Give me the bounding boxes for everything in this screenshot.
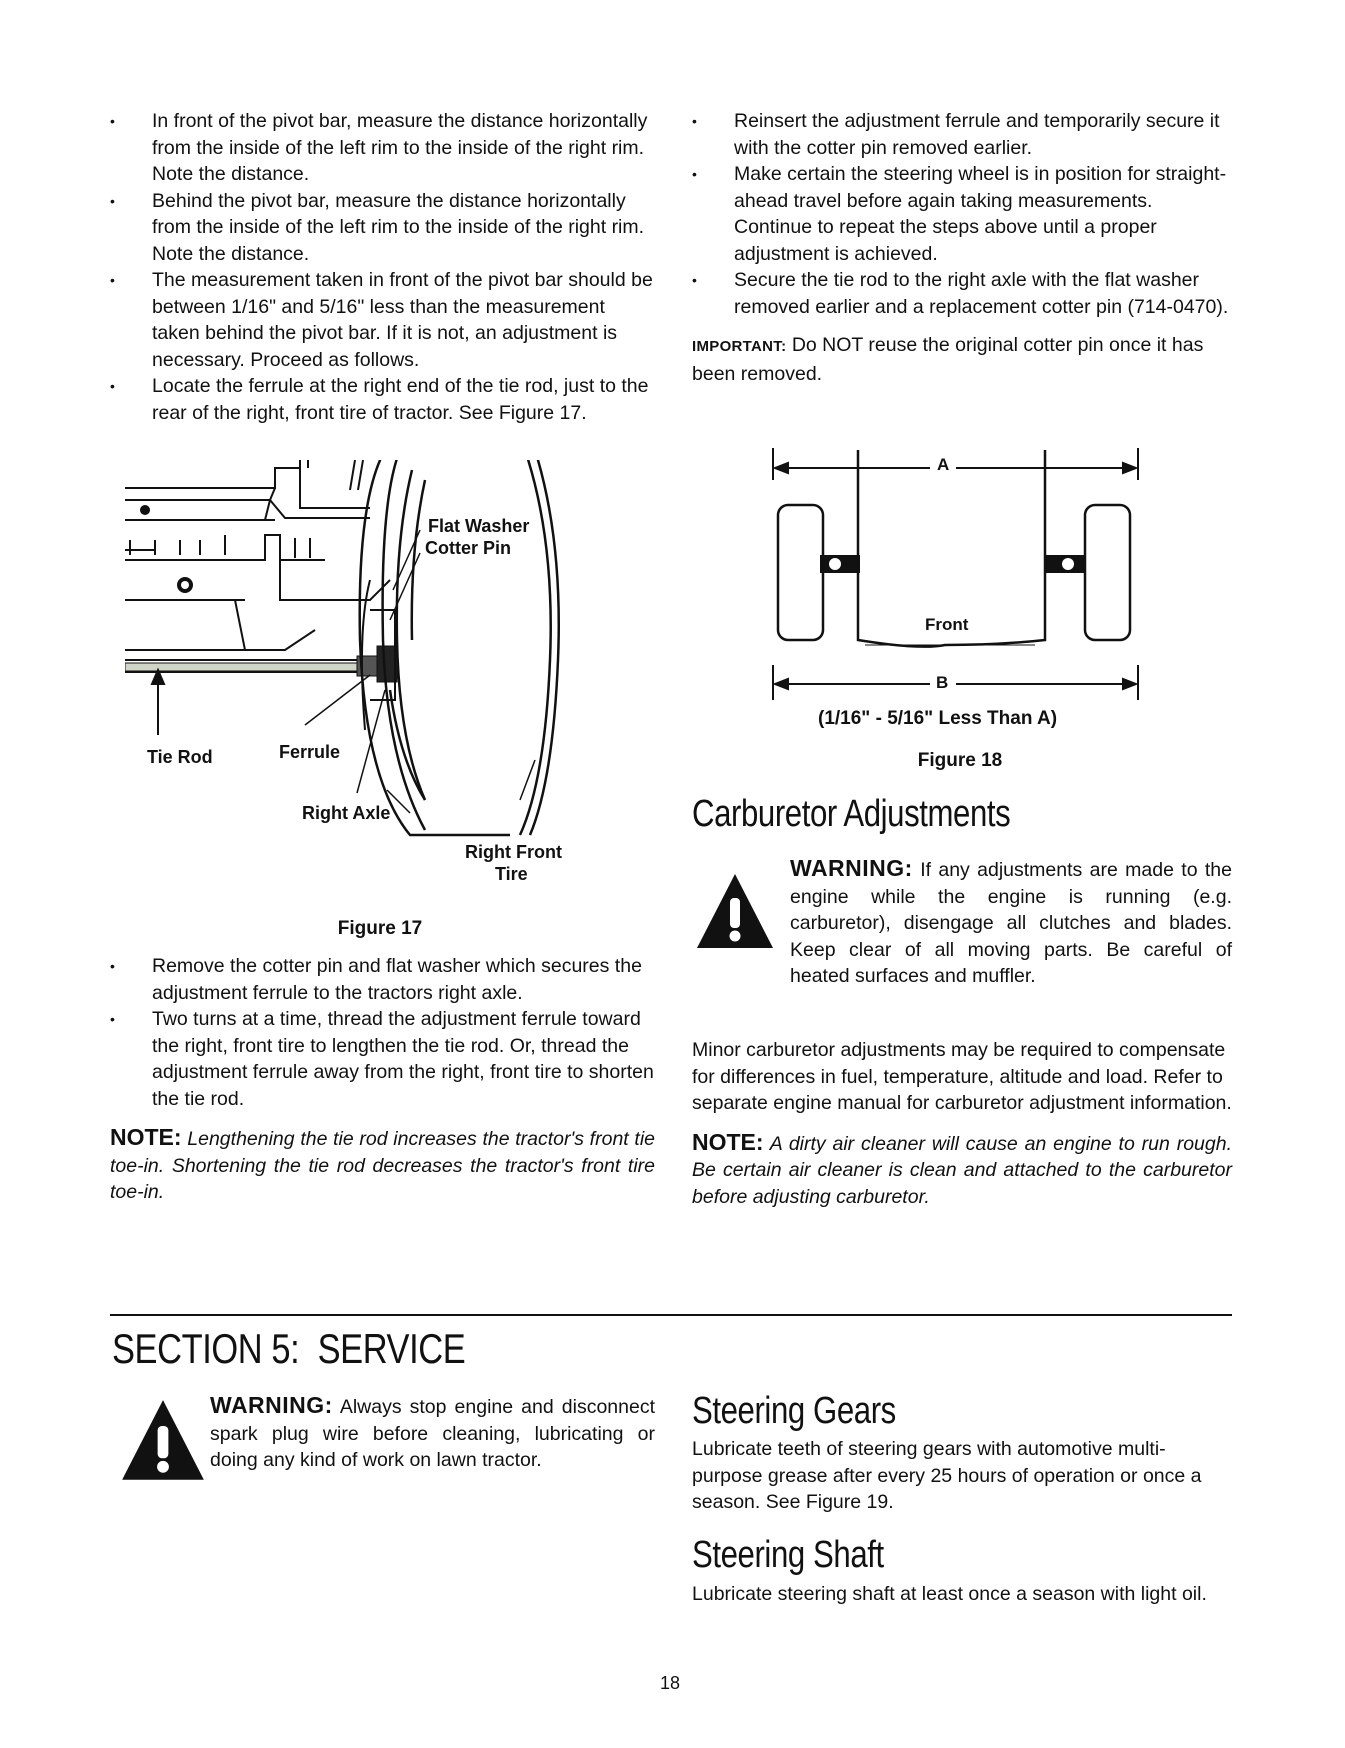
note-text: Lengthening the tie rod increases the tractor's front tie toe-in. Shortening the tie rod decreases the tractor's front tire toe-in.	[110, 1128, 655, 1203]
right-column-top	[692, 108, 1232, 387]
figure-18-caption: Figure 18	[917, 750, 1003, 771]
steering-shaft-text: Lubricate steering shaft at least once a season with light oil.	[692, 1583, 1207, 1605]
right-axle-label: Right Axle	[302, 803, 391, 823]
note-label: NOTE:	[110, 1124, 182, 1150]
list-item: • Remove the cotter pin and flat washer which secures the adjustment ferrule to the tractors right axle.	[110, 953, 655, 1006]
section-5-title: SECTION 5: SERVICE	[112, 1325, 466, 1372]
list-item: • The measurement taken in front of the pivot bar should be between 1/16" and 5/16" less than the measurement taken behind the pivot bar. If it is not, an adjustment is necessary. Proceed as follows.	[110, 267, 655, 373]
list-item: • Behind the pivot bar, measure the distance horizontally from the inside of the left rim to the inside of the right rim. Note the distance.	[110, 188, 655, 268]
figure-17-caption: Figure 17	[337, 918, 423, 939]
list-item: • Make certain the steering wheel is in position for straight-ahead travel before again taking measurements. Continue to repeat the steps above until a proper adjustment is achieved.	[692, 161, 1232, 267]
list-item: • Two turns at a time, thread the adjustment ferrule toward the right, front tire to lengthen the tie rod. Or, thread the adjustment ferrule away from the right, front tire to shorten the tie rod.	[110, 1006, 655, 1112]
bullet-list	[110, 108, 655, 426]
carburetor-heading: Carburetor Adjustments	[692, 793, 1011, 835]
figure-18	[770, 440, 1170, 770]
right-front-tire-label-line2: Tire	[495, 864, 528, 884]
steering-gears-text: Lubricate teeth of steering gears with automotive multi-purpose grease after every 25 hours of operation or once a season. See Figure 19.	[692, 1438, 1202, 1513]
left-column-top	[110, 108, 655, 426]
tie-rod-diagram	[125, 460, 635, 900]
bullet-list	[110, 953, 655, 1112]
left-column-bottom	[110, 953, 655, 1206]
warning-label: WARNING:	[790, 855, 913, 881]
section-divider	[110, 1314, 1232, 1316]
important-label: IMPORTANT:	[692, 338, 787, 355]
note-text: A dirty air cleaner will cause an engine to run rough. Be certain air cleaner is clean and attached to the carburetor before adjusting carburetor.	[692, 1132, 1232, 1208]
warning-label: WARNING:	[210, 1392, 333, 1418]
steering-shaft-heading: Steering Shaft	[692, 1534, 884, 1576]
tie-rod-label: Tie Rod	[147, 747, 213, 767]
right-front-tire-label-line1: Right Front	[465, 842, 562, 862]
list-item: • In front of the pivot bar, measure the distance horizontally from the inside of the left rim to the inside of the right rim. Note the distance.	[110, 108, 655, 188]
important-text: Do NOT reuse the original cotter pin once it has been removed.	[692, 334, 1204, 385]
carburetor-warning-text	[790, 855, 1232, 990]
important-note	[692, 332, 1232, 387]
front-label: Front	[925, 615, 969, 634]
note-air-cleaner	[692, 1129, 1232, 1211]
list-item: • Locate the ferrule at the right end of the tie rod, just to the rear of the right, front tire of tractor. See Figure 17.	[110, 373, 655, 426]
list-item: • Secure the tie rod to the right axle with the flat washer removed earlier and a replacement cotter pin (714-0470).	[692, 267, 1232, 320]
cotter-pin-label: Cotter Pin	[425, 538, 512, 558]
warning-icon	[695, 872, 775, 952]
dimension-b-label: B	[936, 673, 949, 692]
service-warning-text	[210, 1392, 655, 1474]
carburetor-paragraph: Minor carburetor adjustments may be required to compensate for differences in fuel, temperature, altitude and load. Refer to separate engine manual for carburetor adjustment information.	[692, 1039, 1232, 1114]
warning-body: Always stop engine and disconnect spark plug wire before cleaning, lubricating or doing any kind of work on lawn tractor.	[210, 1396, 655, 1471]
figure-17	[125, 460, 635, 900]
note-label: NOTE:	[692, 1128, 764, 1155]
steering-gears-heading: Steering Gears	[692, 1390, 896, 1432]
page-number: 18	[659, 1673, 681, 1693]
carburetor-body	[692, 1037, 1232, 1210]
carburetor-warning	[692, 855, 1232, 1005]
service-warning	[110, 1388, 655, 1518]
flat-washer-label: Flat Washer	[428, 516, 530, 536]
ferrule-label: Ferrule	[279, 742, 341, 762]
dimension-range-label: (1/16" - 5/16" Less Than A)	[818, 708, 1058, 729]
note-tie-rod	[110, 1124, 655, 1206]
warning-icon	[120, 1398, 206, 1484]
list-item: • Reinsert the adjustment ferrule and temporarily secure it with the cotter pin removed earlier.	[692, 108, 1232, 161]
dimension-a-label: A	[937, 455, 950, 474]
warning-body: If any adjustments are made to the engine while the engine is running (e.g. carburetor), disengage all clutches and blades. Keep clear of all moving parts. Be careful of heated surfaces and muffler.	[790, 859, 1232, 987]
bullet-list	[692, 108, 1232, 320]
